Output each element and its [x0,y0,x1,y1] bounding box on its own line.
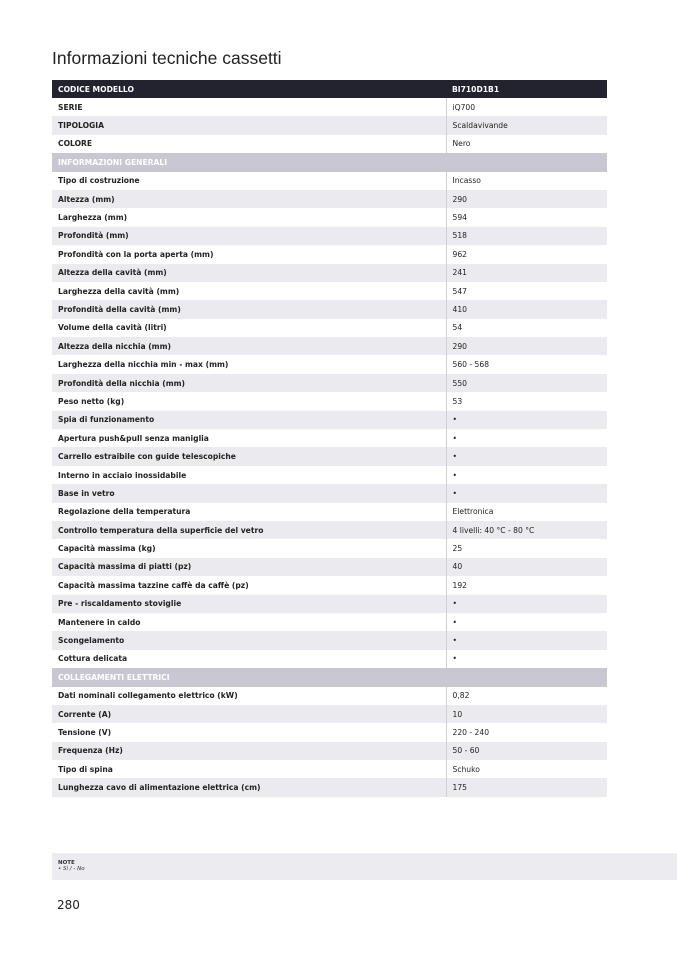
row-label: Profondità (mm) [52,227,446,245]
row-label: Tensione (V) [58,727,112,737]
table-row [52,687,607,705]
header-value: BI710D1B1 [446,80,607,98]
row-label: Frequenza (Hz) [52,742,446,760]
table-row [52,319,607,337]
page-number: 280 [57,898,80,912]
table-row [52,227,607,245]
table-row [52,264,607,282]
row-value: 40 [446,558,607,576]
row-label: Mantenere in caldo [58,617,141,627]
row-label: Capacità massima di piatti (pz) [52,558,446,576]
row-label: Altezza della cavità (mm) [52,264,446,282]
table-row [52,503,607,521]
table-row [52,172,607,190]
row-value: • [446,429,607,447]
row-value: 50 - 60 [446,742,607,760]
row-value: • [446,631,607,649]
specs-table [52,80,607,797]
row-label: Pre - riscaldamento stoviglie [52,595,446,613]
row-value: • [446,466,607,484]
row-label: Lunghezza cavo di alimentazione elettrica (cm) [52,778,446,796]
table-row [52,98,607,116]
row-value: 290 [446,337,607,355]
note-box [52,853,677,880]
row-value: • [446,650,607,668]
table-row [52,484,607,502]
table-row [52,705,607,723]
table-row [52,374,607,392]
row-label: Corrente (A) [52,705,446,723]
row-value: • [446,595,607,613]
row-label: Larghezza (mm) [58,213,128,223]
row-value: 0,82 [446,687,607,705]
row-value: 175 [446,778,607,796]
row-value: 594 [446,208,607,226]
row-value: • [446,411,607,429]
row-value: Incasso [446,172,607,190]
note-title: NOTE [58,860,75,866]
table-row [52,521,607,539]
row-label: Larghezza della cavità (mm) [58,286,180,296]
table-row [52,613,607,631]
row-label: Controllo temperatura della superficie del vetro [52,521,446,539]
row-label: Base in vetro [52,484,446,502]
row-label: Carrello estraibile con guide telescopiche [52,447,446,465]
row-value: • [446,613,607,631]
table-row [52,429,607,447]
section-header [52,153,607,171]
table-row [52,539,607,557]
note-text: • Sì / - No [58,866,85,872]
row-value: 410 [446,300,607,318]
row-value: 550 [446,374,607,392]
row-value: • [446,447,607,465]
row-value: iQ700 [446,98,607,116]
row-label: Altezza (mm) [52,190,446,208]
row-label: Profondità con la porta aperta (mm) [58,249,214,259]
row-label: Capacità massima (kg) [58,544,156,554]
table-row [52,411,607,429]
table-row [52,245,607,263]
header-label: CODICE MODELLO [52,80,446,98]
row-value: 290 [446,190,607,208]
row-label: Volume della cavità (litri) [58,323,167,333]
row-label: Interno in acciaio inossidabile [58,470,187,480]
table-row [52,742,607,760]
row-label: Larghezza della nicchia min - max (mm) [58,360,229,370]
table-row [52,135,607,153]
row-label: Spia di funzionamento [52,411,446,429]
row-value: 10 [446,705,607,723]
row-label: Tipo di spina [58,764,113,774]
row-value: 53 [446,392,607,410]
table-row [52,282,607,300]
row-label: Altezza della nicchia (mm) [52,337,446,355]
row-value: 560 - 568 [446,355,607,373]
row-label: Regolazione della temperatura [58,507,191,517]
table-row [52,631,607,649]
table-header [52,80,607,98]
page-title: Informazioni tecniche cassetti [52,48,282,68]
row-label: Scongelamento [52,631,446,649]
row-value: 4 livelli: 40 °C - 80 °C [446,521,607,539]
table-row [52,392,607,410]
row-label: Profondità della cavità (mm) [52,300,446,318]
row-label: SERIE [58,102,83,112]
table-row [52,723,607,741]
table-row [52,558,607,576]
table-row [52,447,607,465]
row-value: 518 [446,227,607,245]
table-row [52,778,607,796]
row-value: 241 [446,264,607,282]
table-row [52,355,607,373]
table-row [52,760,607,778]
table-row [52,116,607,134]
table-row [52,337,607,355]
row-value: Scaldavivande [446,116,607,134]
table-row [52,595,607,613]
table-row [52,466,607,484]
row-value: 192 [446,576,607,594]
row-value: 54 [446,319,607,337]
table-row [52,208,607,226]
row-value: Schuko [446,760,607,778]
row-value: Elettronica [446,503,607,521]
row-label: Profondità della nicchia (mm) [52,374,446,392]
row-label: Dati nominali collegamento elettrico (kW) [58,691,238,701]
section-title: COLLEGAMENTI ELETTRICI [52,668,607,686]
row-value: 220 - 240 [446,723,607,741]
table-row [52,190,607,208]
row-value: 25 [446,539,607,557]
table-row [52,576,607,594]
table-row [52,650,607,668]
row-label: Capacità massima tazzine caffè da caffè (pz) [58,580,249,590]
row-value: Nero [446,135,607,153]
section-title: INFORMAZIONI GENERALI [52,153,607,171]
table-row [52,300,607,318]
row-value: 547 [446,282,607,300]
row-label: TIPOLOGIA [52,116,446,134]
row-label: Apertura push&pull senza maniglia [58,433,209,443]
section-header [52,668,607,686]
row-label: COLORE [58,139,93,149]
row-label: Peso netto (kg) [58,396,125,406]
row-label: Tipo di costruzione [58,176,140,186]
row-value: • [446,484,607,502]
row-label: Cottura delicata [58,654,128,664]
row-value: 962 [446,245,607,263]
